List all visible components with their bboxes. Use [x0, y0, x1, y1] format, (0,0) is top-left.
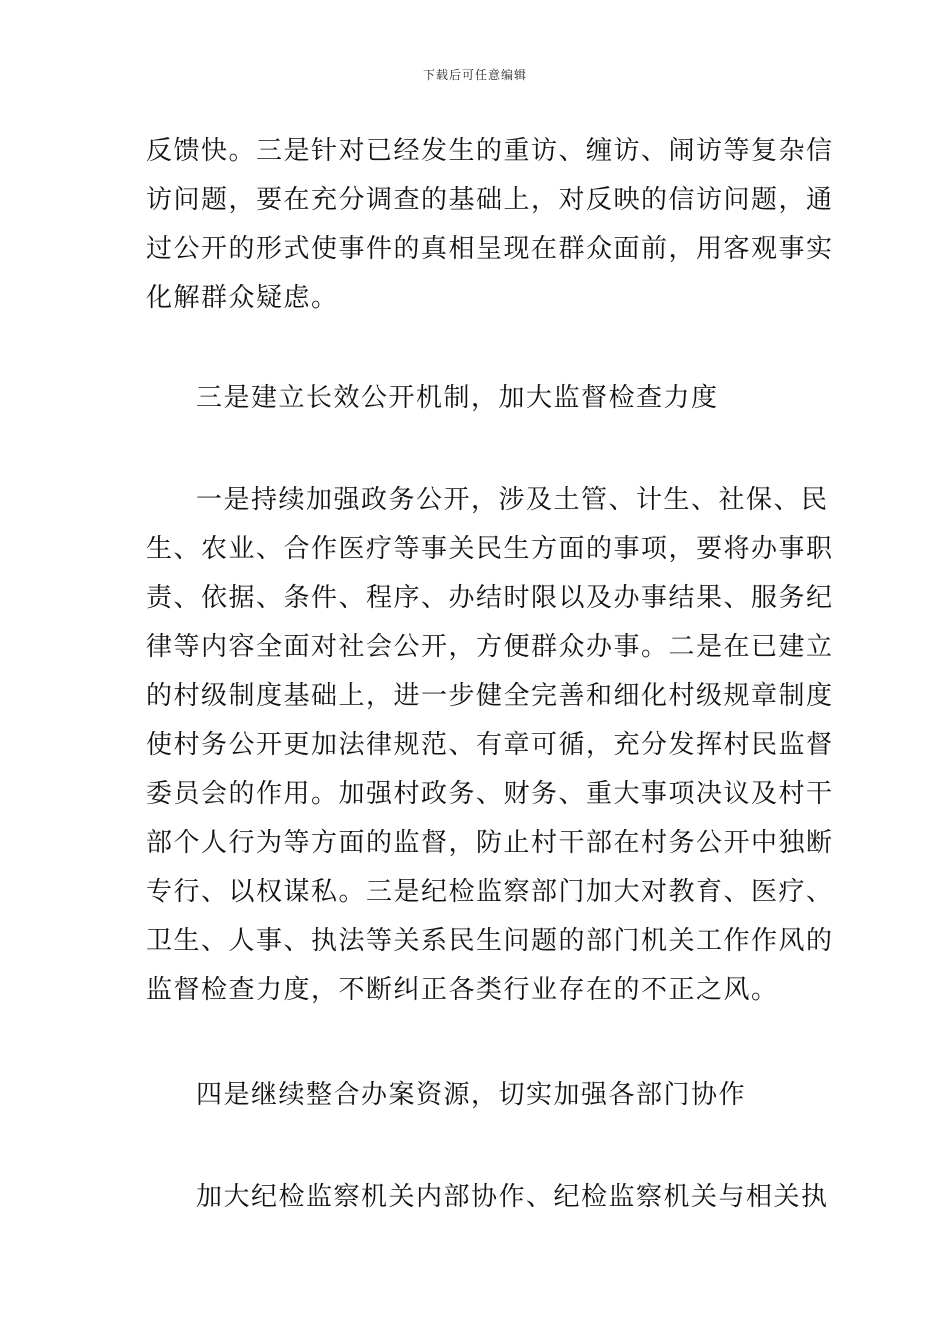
text-line: 使村务公开更加法律规范、有章可循，充分发挥村民监督 — [146, 730, 834, 760]
section-heading: 四是继续整合办案资源，切实加强各部门协作 — [196, 1080, 747, 1110]
text-line: 的村级制度基础上，进一步健全完善和细化村级规章制度 — [146, 681, 834, 711]
text-line: 一是持续加强政务公开，涉及土管、计生、社保、民 — [196, 485, 829, 515]
text-line: 监督检查力度，不断纠正各类行业存在的不正之风。 — [146, 975, 779, 1005]
text-line: 反馈快。三是针对已经发生的重访、缠访、闹访等复杂信 — [146, 136, 834, 166]
text-line: 生、农业、合作医疗等事关民生方面的事项，要将办事职 — [146, 534, 834, 564]
text-line: 加大纪检监察机关内部协作、纪检监察机关与相关执 — [196, 1182, 829, 1212]
text-line: 过公开的形式使事件的真相呈现在群众面前，用客观事实 — [146, 234, 834, 264]
text-line: 责、依据、条件、程序、办结时限以及办事结果、服务纪 — [146, 583, 834, 613]
text-line: 卫生、人事、执法等关系民生问题的部门机关工作作风的 — [146, 926, 834, 956]
header-note: 下载后可任意编辑 — [422, 68, 527, 82]
text-line: 专行、以权谋私。三是纪检监察部门加大对教育、医疗、 — [146, 877, 834, 907]
section-heading: 三是建立长效公开机制，加大监督检查力度 — [196, 383, 719, 413]
text-line: 化解群众疑虑。 — [146, 283, 339, 313]
text-line: 部个人行为等方面的监督，防止村干部在村务公开中独断 — [146, 828, 834, 858]
text-line: 委员会的作用。加强村政务、财务、重大事项决议及村干 — [146, 779, 834, 809]
text-line: 律等内容全面对社会公开，方便群众办事。二是在已建立 — [146, 632, 834, 662]
text-line: 访问题，要在充分调查的基础上，对反映的信访问题，通 — [146, 185, 834, 215]
